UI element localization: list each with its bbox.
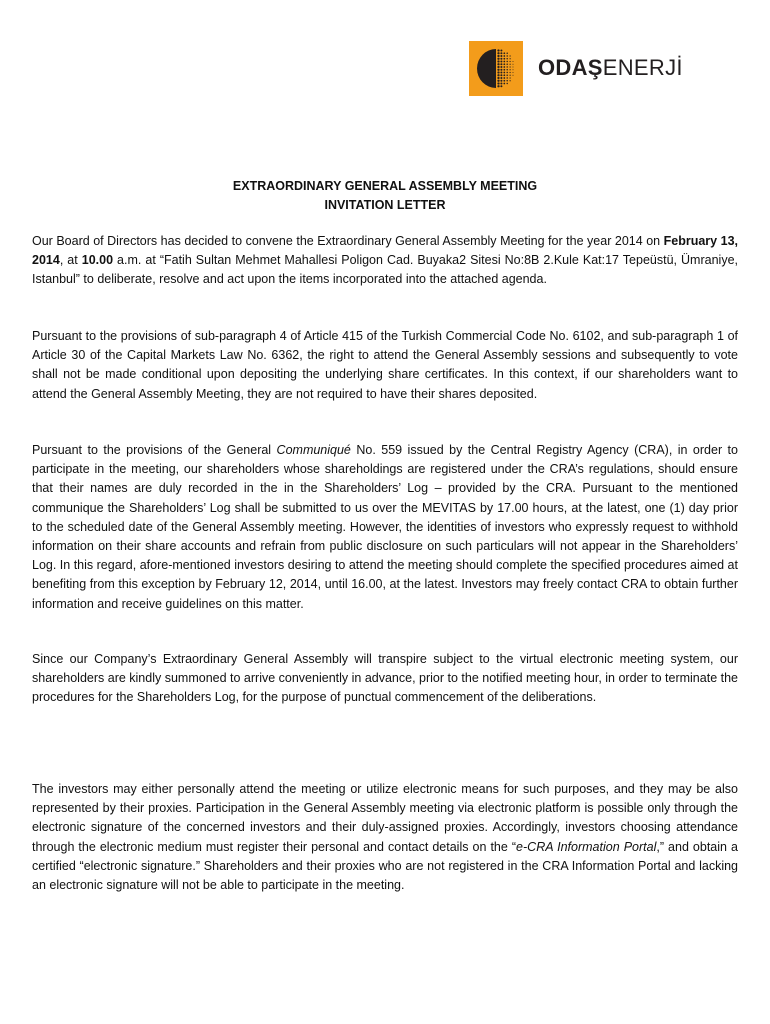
logo-wordmark [538, 55, 683, 81]
logo-dot [500, 63, 502, 65]
logo-dot [500, 55, 502, 57]
logo-dot [497, 85, 499, 87]
logo-dot [513, 75, 514, 76]
logo-dot [503, 72, 505, 74]
logo-dot [497, 49, 499, 51]
logo-dot [500, 82, 502, 84]
logo-dot [497, 71, 499, 73]
logo-dot [497, 80, 499, 82]
logo-dot [506, 72, 507, 73]
paragraph-meeting-date [32, 232, 738, 290]
logo-dot [513, 64, 514, 65]
logo-dot [506, 66, 507, 67]
logo-dot [510, 69, 511, 70]
logo-dot [510, 66, 511, 67]
p5-text-b: ,” and obtain a certified “electronic signature.” Shareholders and their proxies who are not registered in the CRA Information Portal and lacking an electronic signature will not be able to participate in the meeting. [32, 839, 738, 893]
logo-dot [506, 69, 507, 70]
logo-dot [510, 77, 511, 78]
logo-dot [503, 74, 505, 76]
logo-dot [497, 55, 499, 57]
logo-dot [497, 58, 499, 60]
paragraph-cra-registry [32, 441, 738, 614]
logo-dot [500, 66, 502, 68]
logo-dot [510, 64, 511, 65]
logo-dot [513, 69, 514, 70]
logo-dot [497, 60, 499, 62]
logo-dot [503, 69, 505, 71]
logo-dot [513, 72, 514, 73]
logo-dot [506, 77, 507, 78]
p3-text-b: No. 559 issued by the Central Registry Agency (CRA), in order to participate in the meeting, our shareholders whose shareholdings are registered under the CRA’s regulations, should ensure that their names are duly recorded in the in the Shareholders’ Log – provided by the CRA. Pursuant to the mentioned communique the Shareholders’ Log shall be submitted to us over the MEVITAS by 17.00 hours, at the latest, one (1) day prior to the scheduled date of the General Assembly meeting. However, the identities of investors who expressly request to withhold information on their share accounts and refrain from public disclosure on such particulars will not appear in the Shareholders’ Log. In this regard, afore-mentioned investors desiring to attend the meeting should complete the specified procedures aimed at benefiting from this exception by February 12, 2014, until 16.00, at the latest. Investors may freely contact CRA to obtain further information and receive guidelines on this matter. [32, 443, 738, 611]
logo-dot [506, 53, 507, 54]
logo-dot [497, 69, 499, 71]
logo-brand-light: ENERJİ [602, 55, 683, 80]
company-logo [469, 41, 691, 96]
p1-text-a: Our Board of Directors has decided to convene the Extraordinary General Assembly Meeting for the year 2014 on [32, 234, 664, 248]
logo-dot [503, 63, 505, 65]
logo-dot [506, 64, 507, 65]
meeting-date: February 13, 2014 [32, 234, 738, 268]
logo-dot [510, 75, 511, 76]
logo-dot [500, 85, 502, 87]
paragraph-share-deposit: Pursuant to the provisions of sub-paragraph 4 of Article 415 of the Turkish Commercial Code No. 6102, and sub-paragraph 1 of Article 30 of the Capital Markets Law No. 6362, the right to attend the General Assembly sessions and subsequently to vote shall not be made conditional upon depositing the underlying share certificates. In this context, if our shareholders want to attend the General Assembly Meeting, they are not required to have their shares deposited. [32, 329, 738, 401]
logo-dot [503, 55, 505, 57]
logo-dot [497, 82, 499, 84]
logo-dot [506, 58, 507, 59]
logo-dot [503, 58, 505, 60]
logo-dot [506, 61, 507, 62]
meeting-time: 10.00 [81, 253, 114, 268]
logo-dot [506, 80, 507, 81]
logo-dot [500, 80, 502, 82]
logo-dot [510, 61, 511, 62]
p1-text-c: a.m. at “Fatih Sultan Mehmet Mahallesi Poligon Cad. Buyaka2 Sitesi No:8B 2.Kule Kat:17 Tepeüstü, Ümraniye, Istanbul” to deliberate, resolve and act upon the items incorporated into the attached agenda. [32, 253, 738, 287]
logo-brand-bold: ODAŞ [538, 55, 603, 80]
logo-dot [497, 66, 499, 68]
paragraph-electronic-meeting: Since our Company’s Extraordinary General Assembly will transpire subject to the virtual electronic meeting system, our shareholders are kindly summoned to arrive conveniently in advance, prior to the notified meeting hour, in order to terminate the procedures for the Shareholders Log, for the purpose of punctual commencement of the deliberations. [32, 652, 738, 705]
e-cra-portal-name: e-CRA Information Portal [516, 839, 657, 854]
logo-dot [500, 77, 502, 79]
logo-dot [500, 60, 502, 62]
logo-dot [510, 55, 511, 56]
logo-dot [500, 69, 502, 71]
logo-dot [503, 52, 505, 54]
logo-dot [503, 66, 505, 68]
logo-dot [497, 74, 499, 76]
logo-dot [500, 49, 502, 51]
logo-dot [510, 72, 511, 73]
logo-dot [497, 77, 499, 79]
logo-dot [503, 83, 505, 85]
logo-dot [500, 52, 502, 54]
odas-logo-icon [469, 41, 523, 96]
logo-dot [510, 80, 511, 81]
logo-dot [506, 75, 507, 76]
paragraph-electronic-participation [32, 780, 738, 895]
logo-dot [500, 71, 502, 73]
logo-dot [497, 63, 499, 65]
heading-line-2: INVITATION LETTER [324, 198, 446, 212]
p3-text-a: Pursuant to the provisions of the General [32, 443, 277, 457]
logo-dot [510, 58, 511, 59]
logo-dot [503, 61, 505, 63]
p5-text-a: The investors may either personally attend the meeting or utilize electronic means for such purposes, and they may be also represented by their proxies. Participation in the General Assembly meeting via electronic platform is possible only through the electronic signature of the concerned investors and their duly-assigned proxies. Accordingly, investors choosing attendance through the electronic medium must register their personal and contact details on the “ [32, 782, 738, 854]
logo-dot [503, 77, 505, 79]
logo-dot [506, 55, 507, 56]
logo-dot [497, 52, 499, 54]
logo-dot [506, 83, 507, 84]
logo-dot [500, 74, 502, 76]
logo-dot [500, 58, 502, 60]
communique-word: Communiqué [276, 443, 351, 457]
logo-dot [503, 80, 505, 82]
logo-dot [513, 67, 514, 68]
logo-dot [513, 61, 514, 62]
p1-text-b: , at [59, 253, 82, 268]
heading-line-1: EXTRAORDINARY GENERAL ASSEMBLY MEETING [232, 179, 538, 193]
